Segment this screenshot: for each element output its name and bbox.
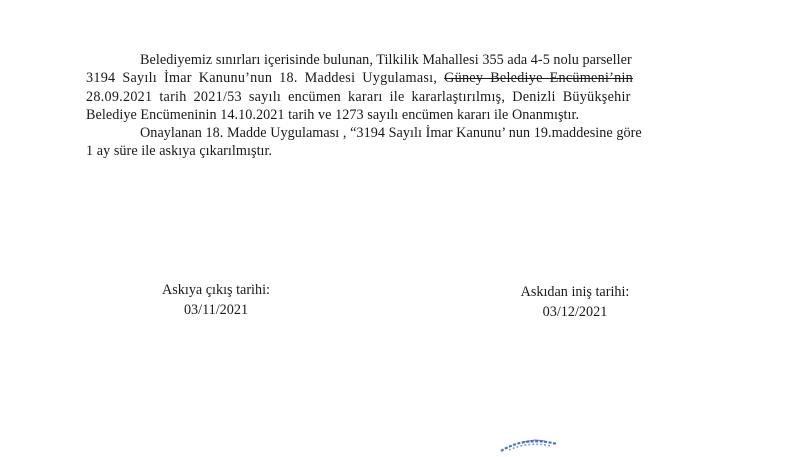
- paragraph1-line2-part-b: Güney Belediye Encümeni’nin: [444, 70, 633, 87]
- announcement-body: [86, 0, 732, 161]
- posting-date-value: 03/11/2021: [183, 302, 249, 318]
- paragraph2-line2: 1 ay süre ile askıya çıkarılmıştır.: [86, 143, 273, 160]
- posting-date-label: Askıya çıkış tarihi:: [162, 282, 270, 298]
- paragraph1-line2-part-a: 3194 Sayılı İmar Kanunu’nun 18. Maddesi Uygulaması,: [86, 70, 445, 87]
- removal-date-value: 03/12/2021: [542, 304, 608, 320]
- paragraph1-line2: [86, 69, 732, 87]
- removal-date-label: Askıdan iniş tarihi:: [520, 284, 630, 300]
- paragraph1-line1: Belediyemiz sınırları içerisinde bulunan, Tilkilik Mahallesi 355 ada 4-5 nolu parseller: [140, 52, 632, 68]
- paragraph2-line1: Onaylanan 18. Madde Uygulaması , “3194 Sayılı İmar Kanunu’ nun 19.maddesine göre: [140, 125, 642, 142]
- paragraph1-line3: 28.09.2021 tarih 2021/53 sayılı encümen kararı ile kararlaştırılmış, Denizli Büyükşehir: [86, 88, 631, 105]
- paragraph1-line4: Belediye Encümeninin 14.10.2021 tarih ve 1273 sayılı encümen kararı ile Onanmıştır.: [86, 106, 580, 123]
- posting-date-block: [148, 280, 284, 320]
- removal-date-block: [505, 282, 645, 322]
- stamp-arc-icon: [495, 432, 575, 452]
- official-stamp-icon: [495, 432, 575, 452]
